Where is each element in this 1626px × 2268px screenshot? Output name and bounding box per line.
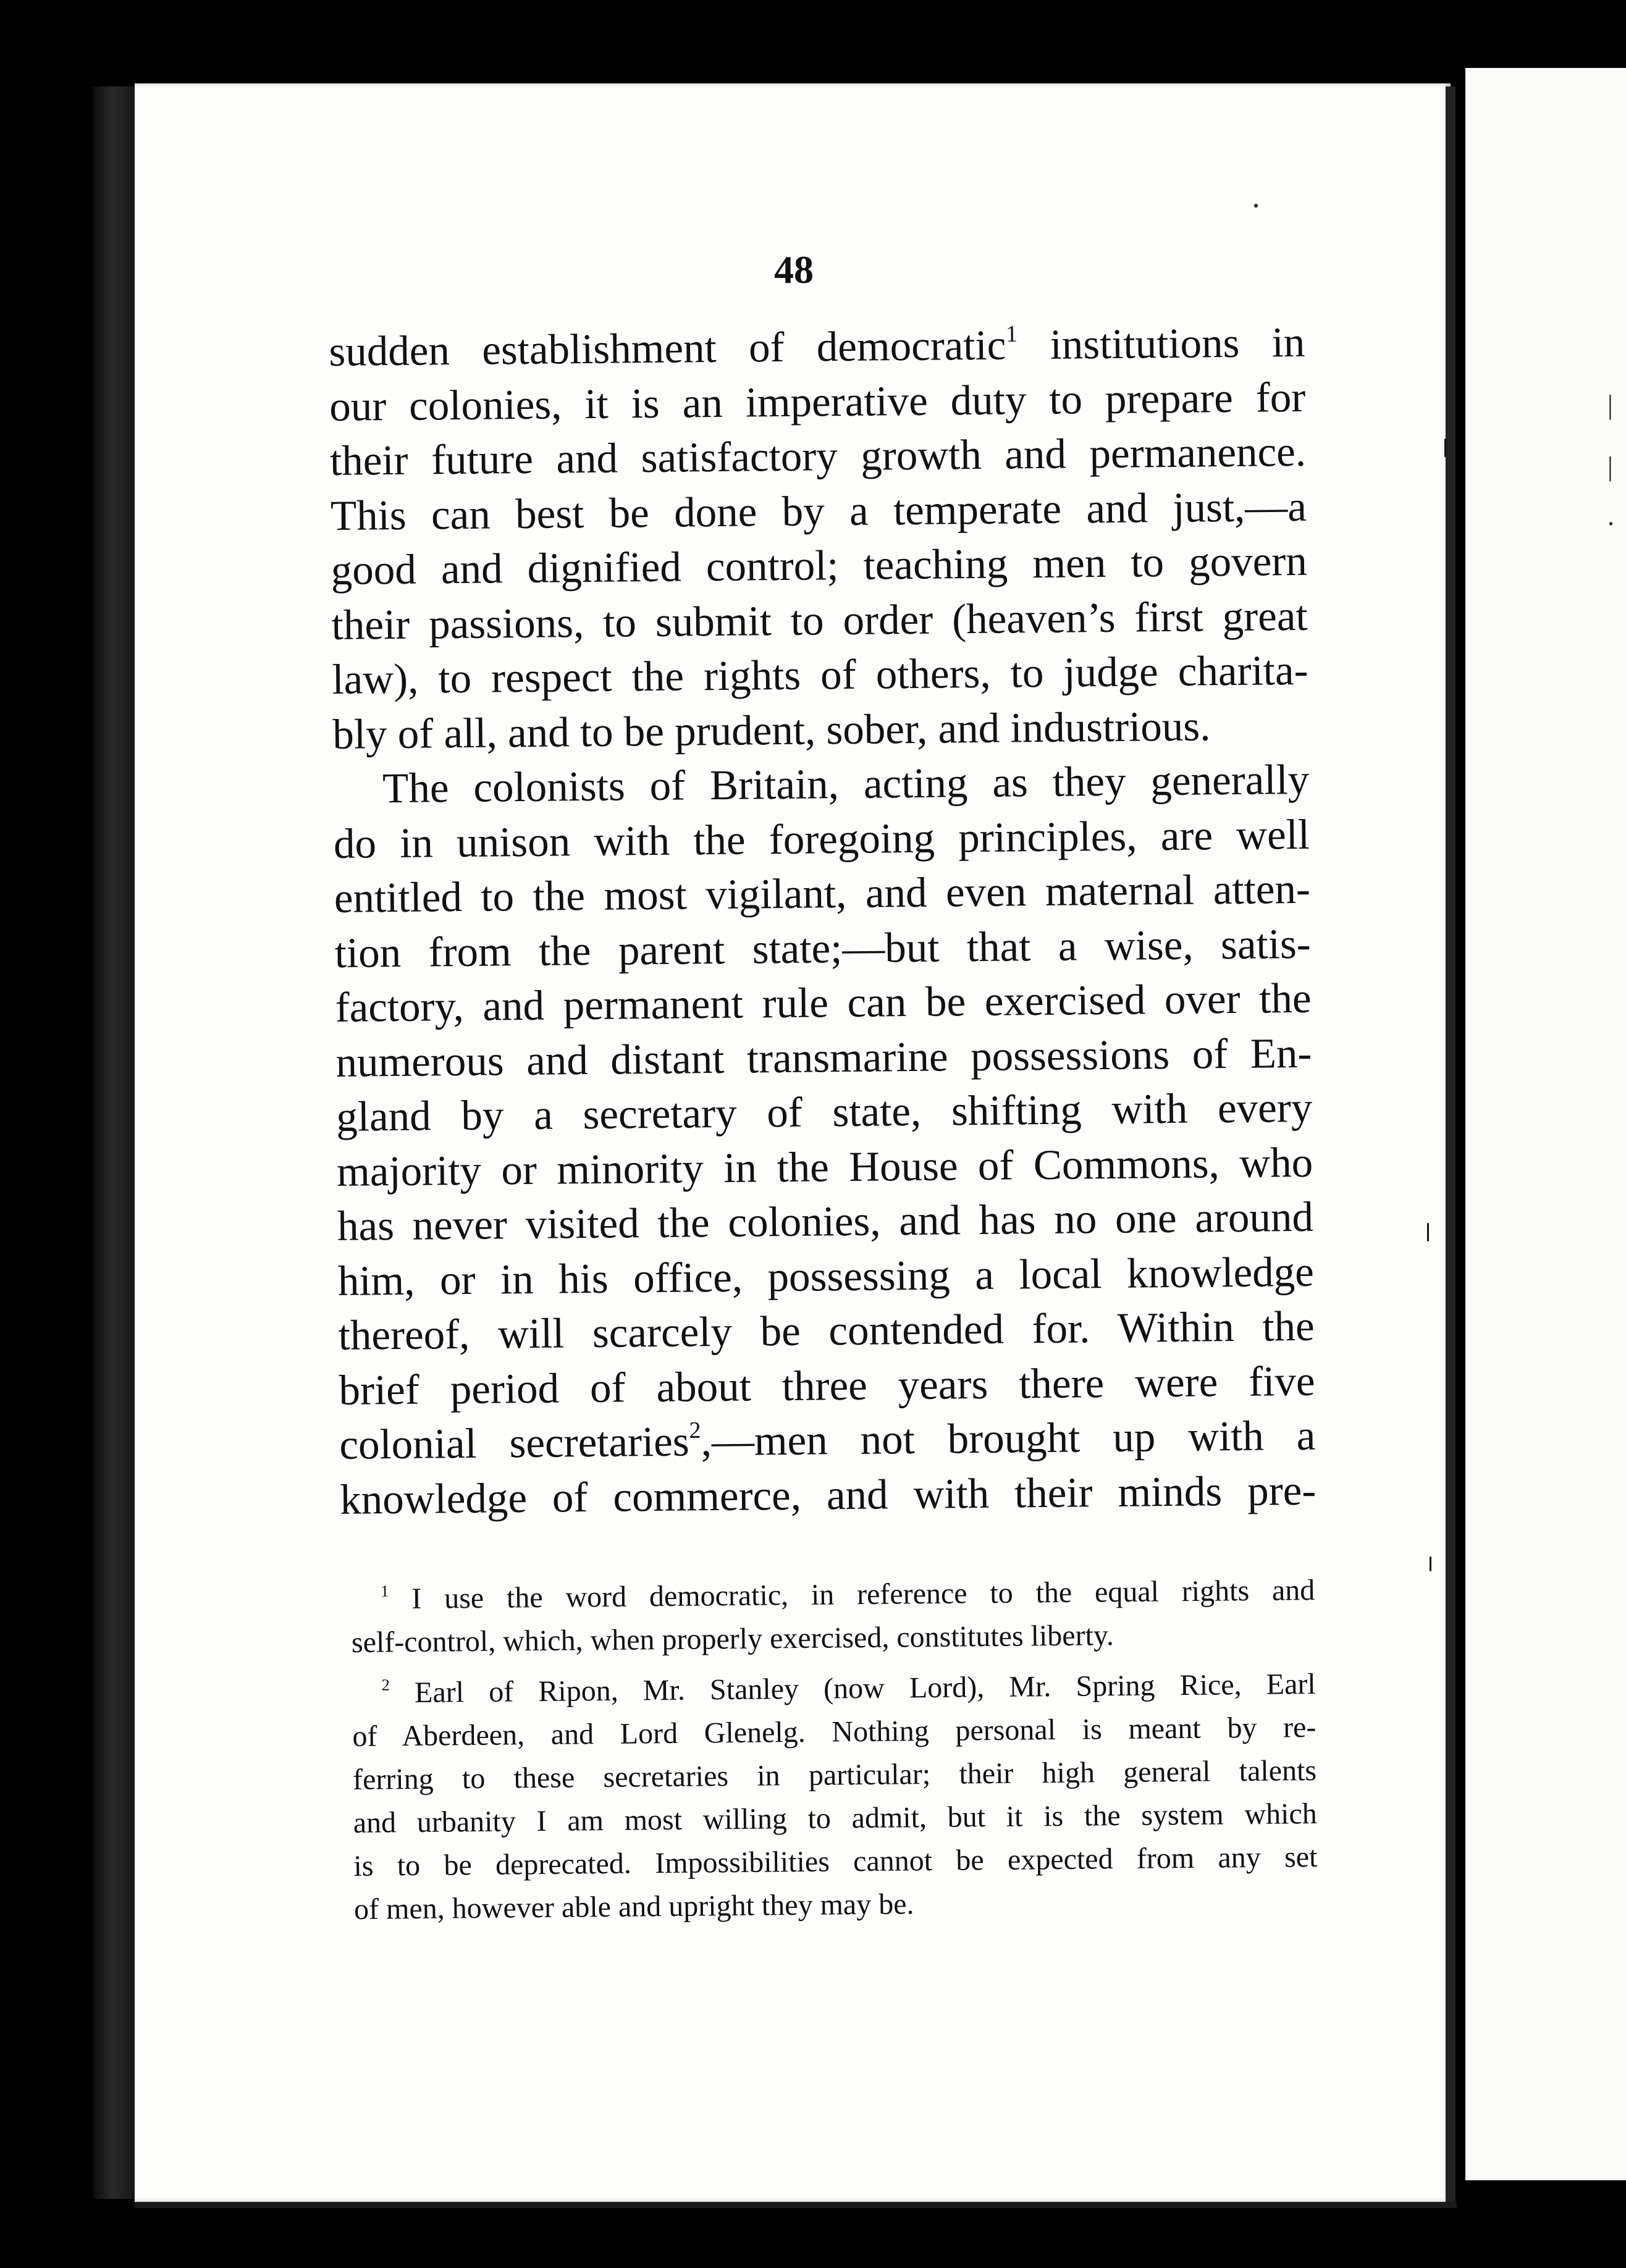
adjacent-page-edge: | | . xyxy=(1465,68,1626,2180)
body-line: him, or in his office, possessing a local knowledge xyxy=(337,1248,1315,1304)
body-line: brief period of about three years there were five xyxy=(339,1357,1315,1414)
scan-speck xyxy=(1430,1556,1431,1571)
footnote-line: is to be deprecated. Impossibilities cannot be expected from any set xyxy=(353,1841,1318,1883)
body-line: tion from the parent state;—but that a wise, satis- xyxy=(334,920,1312,976)
body-line: knowledge of commerce, and with their minds pre- xyxy=(339,1466,1316,1523)
page-number: 48 xyxy=(774,248,814,292)
page-fold-shadow xyxy=(1446,86,1455,2202)
footnote-line: $^2$ Earl of Ripon, Mr. Stanley (now Lord), Mr. Spring Rice, Earl xyxy=(381,1668,1316,1710)
body-line: numerous and distant transmarine possessions of En- xyxy=(335,1029,1312,1086)
body-line: gland by a secretary of state, shifting with every xyxy=(335,1083,1313,1140)
body-line: The colonists of Britain, acting as they generally xyxy=(382,755,1310,812)
body-line: law), to respect the rights of others, to judge charita- xyxy=(332,646,1308,703)
body-line: sudden establishment of democratic$^1$ institutions in xyxy=(329,318,1305,375)
body-line: entitled to the most vigilant, and even maternal atten- xyxy=(334,865,1311,922)
footnote-line: of Aberdeen, and Lord Glenelg. Nothing personal is meant by re- xyxy=(352,1711,1316,1753)
body-line: This can best be done by a temperate and just,—a xyxy=(330,482,1307,539)
footnotes xyxy=(351,1569,1318,1931)
body-line: has never visited the colonies, and has no one around xyxy=(337,1193,1314,1250)
footnote-line: of men, however able and upright they may be. xyxy=(353,1888,914,1926)
page-bottom-edge xyxy=(135,2202,1457,2208)
body-line: thereof, will scarcely be contended for. Within the xyxy=(338,1302,1315,1359)
footnote-line: self-control, which, when properly exercised, constitutes liberty. xyxy=(351,1619,1114,1659)
body-line: our colonies, it is an imperative duty to prepare for xyxy=(329,373,1306,430)
scan-speck xyxy=(1254,204,1258,208)
scan-speck xyxy=(1427,1223,1429,1241)
footnote-line: ferring to these secretaries in particular; their high general talents xyxy=(352,1754,1317,1796)
body-line: colonial secretaries$^2$,—men not brought up with a xyxy=(339,1411,1316,1468)
body-line: good and dignified control; teaching men to govern xyxy=(331,537,1308,594)
body-line: their future and satisfactory growth and permanence. xyxy=(329,427,1307,484)
body-line: do in unison with the foregoing principles, are well xyxy=(333,810,1310,867)
scan-speck xyxy=(1444,439,1446,457)
footnote-line: and urbanity I am most willing to admit, but it is the system which xyxy=(353,1797,1317,1839)
body-line: majority or minority in the House of Commons, who xyxy=(336,1138,1313,1195)
body-line: factory, and permanent rule can be exercised over the xyxy=(335,974,1312,1031)
footnote-line: $^1$ I use the word democratic, in reference to the equal rights and xyxy=(381,1574,1315,1616)
body-line: bly of all, and to be prudent, sober, and industrious. xyxy=(332,702,1211,758)
body-text xyxy=(329,315,1316,1527)
body-line: their passions, to submit to order (heaven’s first great xyxy=(331,592,1308,649)
